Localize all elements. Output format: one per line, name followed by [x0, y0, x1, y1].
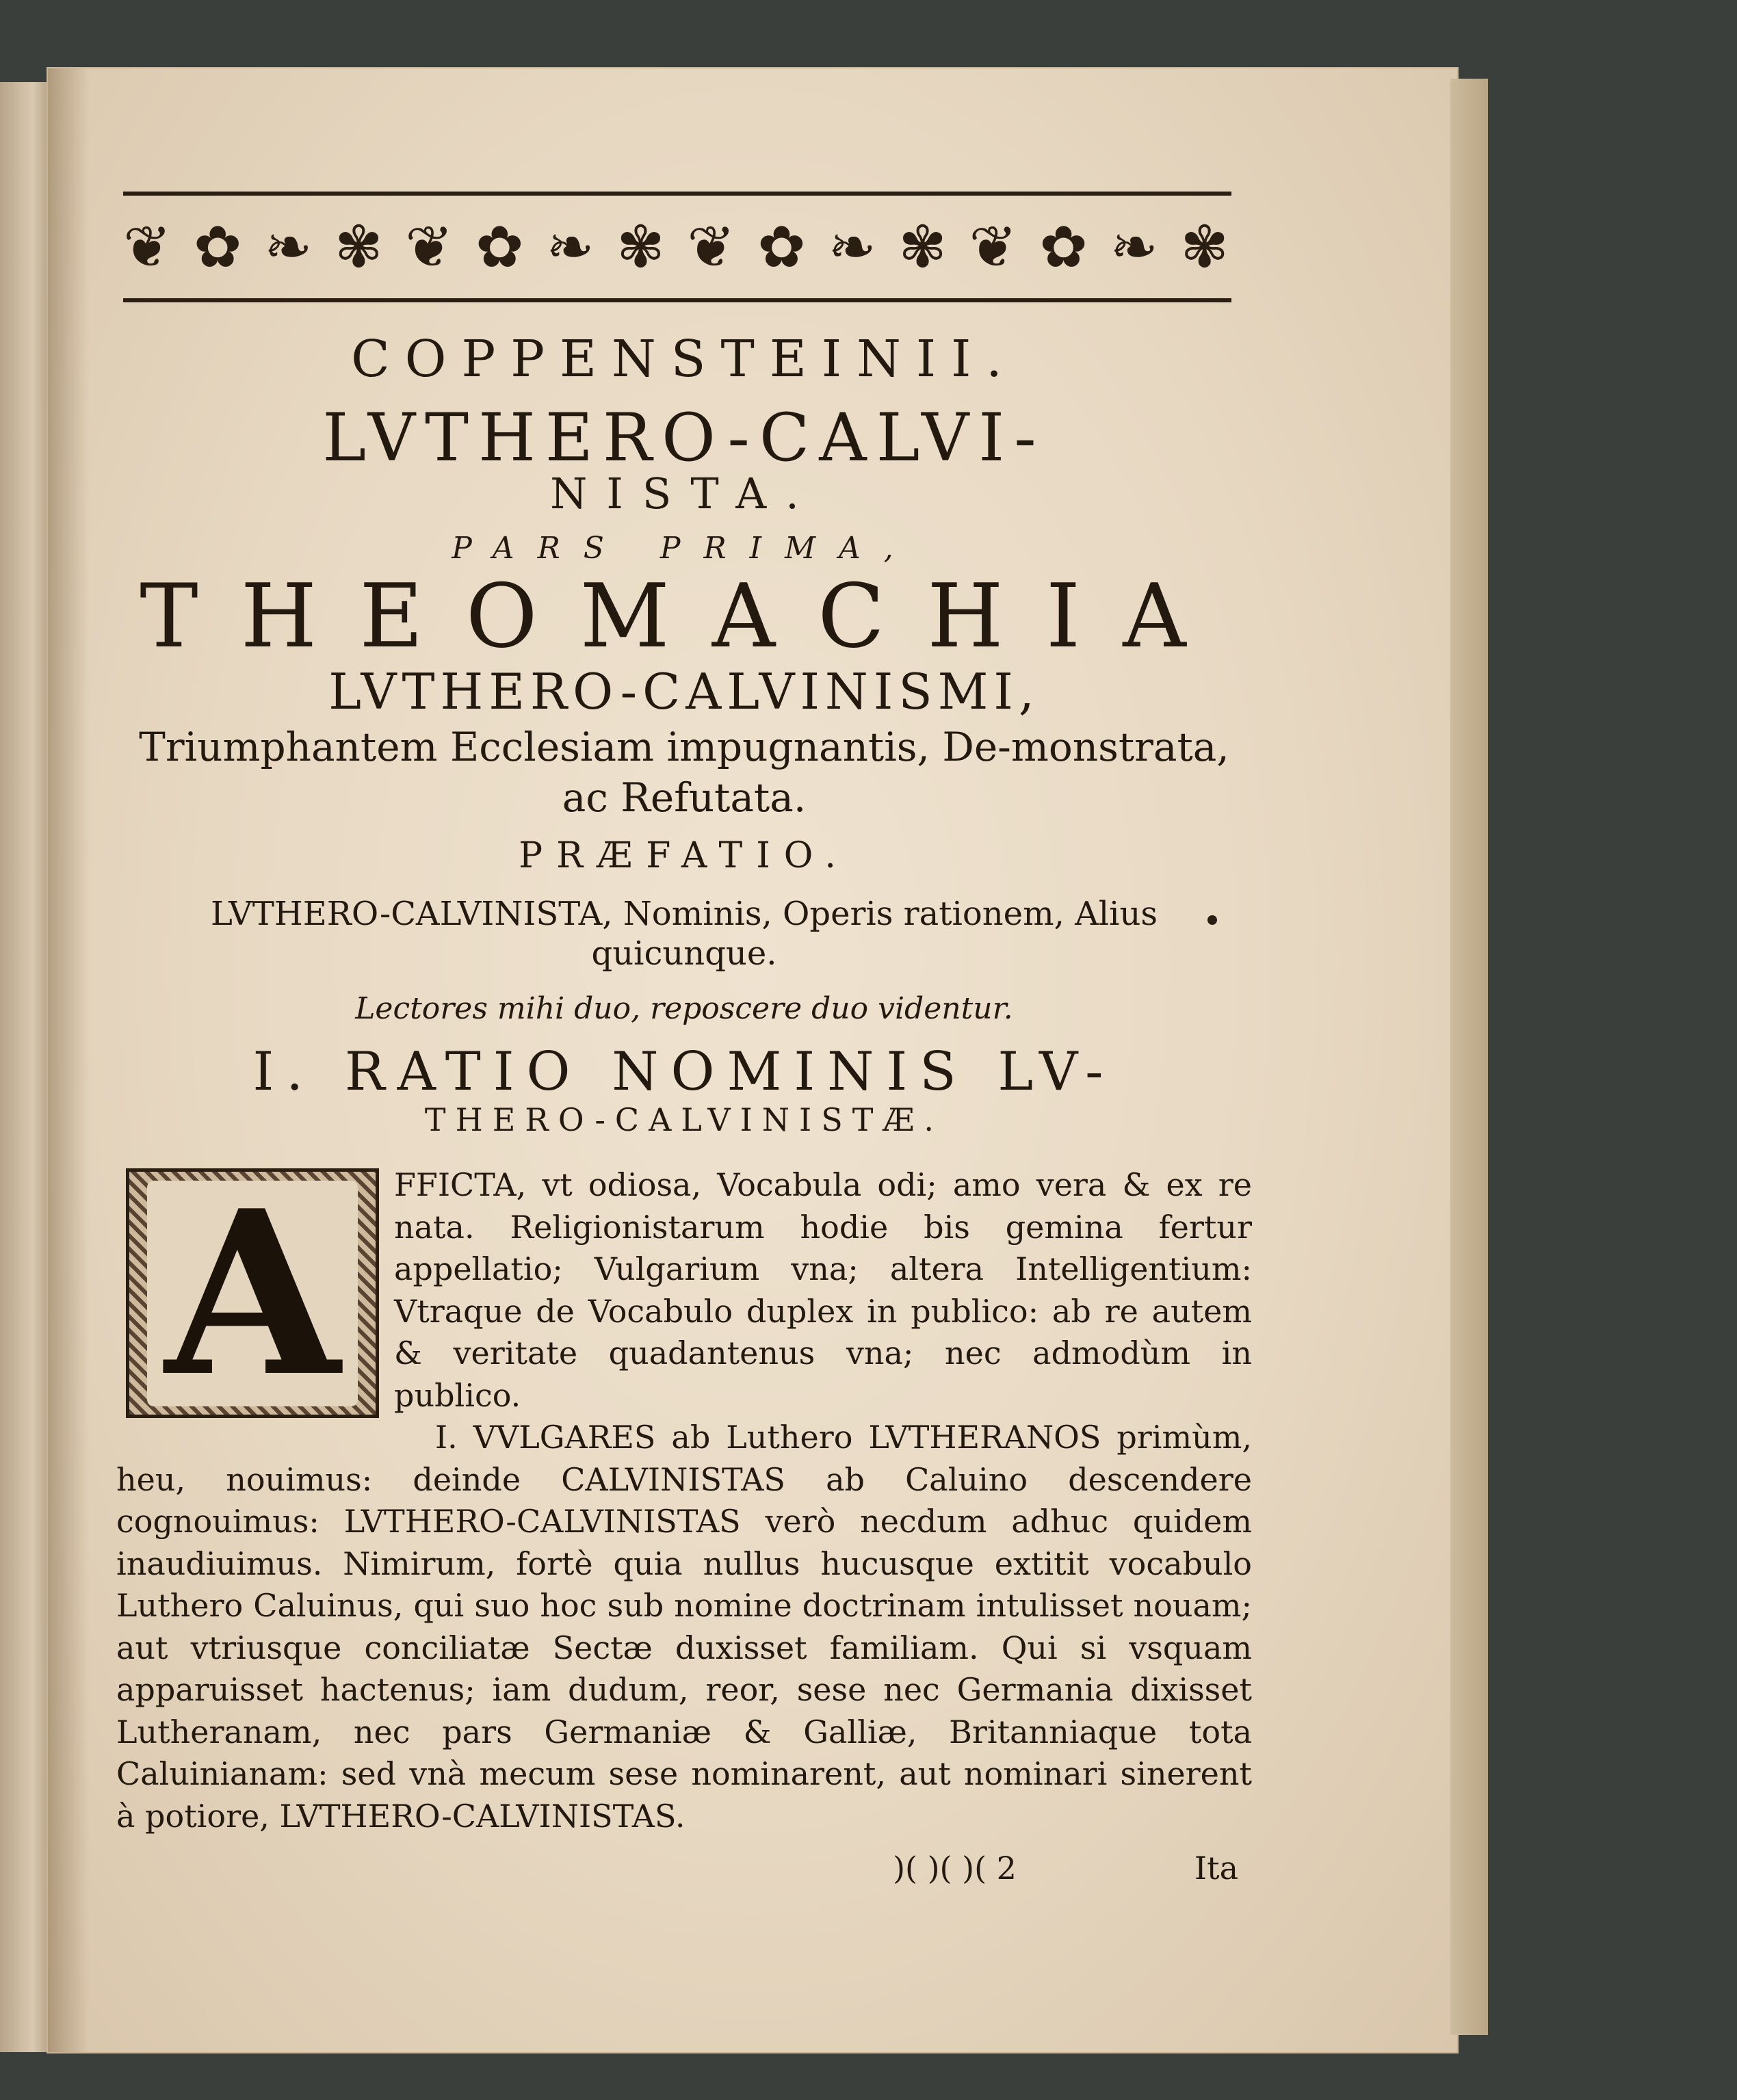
ornament-fleuron: ✿	[194, 213, 245, 280]
ornament-fleuron: ✾	[1180, 213, 1231, 280]
printed-text-block	[116, 192, 1252, 1887]
praefatio-heading: PRÆFATIO.	[519, 835, 850, 876]
ornament-fleuron: ❧	[828, 213, 879, 280]
praefatio-line1: LVTHERO-CALVINISTA, Nominis, Operis rationem, Alius quicunque.	[210, 895, 1158, 973]
section-heading-line2: THERO-CALVINISTÆ.	[424, 1101, 944, 1138]
ornament-fleuron: ❦	[123, 213, 174, 280]
subtitle-heading: LVTHERO-CALVINISMI,	[328, 663, 1040, 720]
work-title-line2: NISTA.	[550, 469, 818, 519]
title-description: Triumphantem Ecclesiam impugnantis, De-monstrata, ac Refutata.	[139, 724, 1229, 821]
work-title-line1: LVTHERO-CALVI-	[322, 399, 1046, 476]
section-heading-line1: I. RATIO NOMINIS LV-	[252, 1041, 1116, 1103]
author-heading: COPPENSTEINII.	[351, 330, 1017, 389]
ornament-fleuron: ✾	[616, 213, 668, 280]
ornament-fleuron: ❧	[1110, 213, 1161, 280]
signature-mark: )( )( )( 2	[893, 1850, 1017, 1887]
body-paragraph-1: FFICTA, vt odiosa, Vocabula odi; amo vera & ex re nata. Religionistarum hodie bis gemina fertur appellatio; Vulgarium vna; altera Intelligentium: Vtraque de Vocabulo duplex in publico: ab re autem & veritate quadantenus vna; nec admodùm in publico.	[394, 1166, 1252, 1414]
ornament-fleuron: ❦	[687, 213, 738, 280]
ornament-fleuron: ❦	[969, 213, 1020, 280]
ornament-fleuron: ✾	[335, 213, 386, 280]
ornament-fleuron: ❧	[546, 213, 597, 280]
pars-heading: PARS PRIMA,	[452, 531, 917, 566]
ornament-fleuron: ❧	[264, 213, 315, 280]
catchword: Ita	[1194, 1850, 1238, 1887]
body-text	[116, 1160, 1252, 1837]
praefatio-line2: Lectores mihi duo, reposcere duo videntur.	[355, 991, 1013, 1026]
page-gutter-shadow	[48, 68, 89, 2052]
decorated-initial	[126, 1160, 379, 1426]
body-paragraph-2: I. VVLGARES ab Luthero LVTHERANOS primùm, heu, nouimus: deinde CALVINISTAS ab Caluino descendere cognouimus: LVTHERO-CALVINISTAS verò necdum adhuc quidem inaudiuimus. Nimirum, fortè quia nullus hucusque extitit vocabulo Luthero Caluinus, qui suo hoc sub nomine doctrinam intulisset nouam; aut vtriusque conciliatæ Sectæ duxisset familiam. Qui si vsquam apparuisset hactenus; iam dudum, reor, sese nec Germania dixisset Lutheranam, nec pars Germaniæ & Galliæ, Britanniaque tota Caluinianam: sed vnà mecum sese nominarent, aut nominari sinerent à potiore, LVTHERO-CALVINISTAS.	[116, 1419, 1252, 1835]
ornament-fleuron: ✿	[475, 213, 527, 280]
head-ornament-band	[123, 192, 1231, 302]
dropcap-letter: A	[147, 1181, 358, 1406]
ornament-fleuron: ✾	[898, 213, 950, 280]
ornament-fleuron: ✿	[757, 213, 809, 280]
theomachia-heading: THEOMACHIA	[140, 566, 1229, 668]
ornament-fleuron: ❦	[405, 213, 456, 280]
ornament-fleuron: ✿	[1039, 213, 1090, 280]
facing-page-edge	[0, 82, 55, 2052]
page-fore-edge	[1450, 79, 1488, 2035]
page-footer	[116, 1850, 1252, 1887]
